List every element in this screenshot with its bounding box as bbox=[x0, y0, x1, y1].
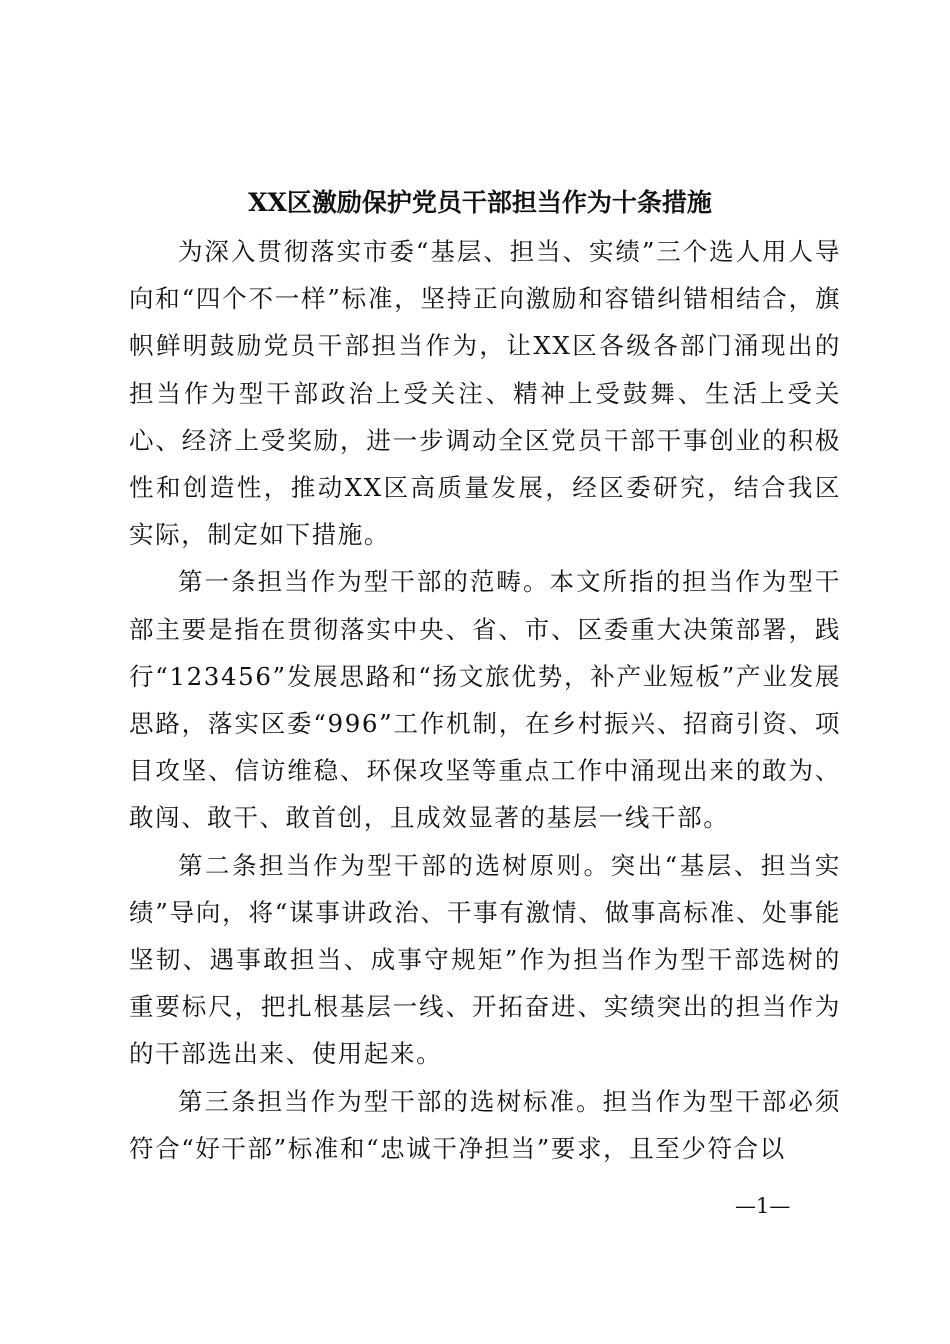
paragraph-intro: 为深入贯彻落实市委“基层、担当、实绩”三个选人用人导向和“四个不一样”标准，坚持正向激励和容错纠错相结合，旗帜鲜明鼓励党员干部担当作为，让XX区各级各部门涌现出的担当作为型干部政治上受关注、精神上受鼓舞、生活上受关心、经济上受奖励，进一步调动全区党员干部干事创业的积极性和创造性，推动XX区高质量发展，经区委研究，结合我区实际，制定如下措施。 bbox=[129, 237, 841, 550]
paragraph-article-3: 第三条担当作为型干部的选树标准。担当作为型干部必须符合“好干部”标准和“忠诚干净担当”要求，且至少符合以 bbox=[129, 1086, 841, 1163]
paragraph-article-2: 第二条担当作为型干部的选树原则。突出“基层、担当实绩”导向，将“谋事讲政治、干事有激情、做事高标准、处事能坚韧、遇事敢担当、成事守规矩”作为担当作为型干部选树的重要标尺，把扎根基层一线、开拓奋进、实绩突出的担当作为的干部选出来、使用起来。 bbox=[129, 850, 841, 1069]
document-title: XX区激励保护党员干部担当作为十条措施 bbox=[248, 188, 712, 217]
paragraph-article-1: 第一条担当作为型干部的范畴。本文所指的担当作为型干部主要是指在贯彻落实中央、省、市、区委重大决策部署，践行“123456”发展思路和“扬文旅优势，补产业短板”产业发展思路，落实区委“996”工作机制，在乡村振兴、招商引资、项目攻坚、信访维稳、环保攻坚等重点工作中涌现出来的敢为、敢闯、敢干、敢首创，且成效显著的基层一线干部。 bbox=[129, 567, 841, 833]
document-body bbox=[129, 228, 841, 1172]
page-number: —1— bbox=[735, 1194, 791, 1218]
